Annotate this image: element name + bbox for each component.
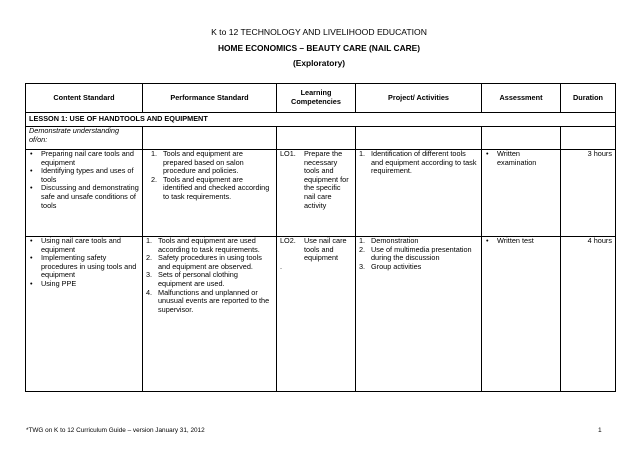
list-item: 2. Safety procedures in using tools and equipment are observed. (146, 253, 262, 271)
duration-cell: 4 hours (561, 237, 616, 392)
list-item: • Preparing nail care tools and equipment (29, 150, 139, 167)
list-item: • Written examination (485, 150, 557, 167)
list-item: 1. Identification of different tools and equipment according to task requirement. (359, 149, 477, 176)
footer-note: *TWG on K to 12 Curriculum Guide – version January 31, 2012 (26, 427, 205, 434)
lo-text: Use nail care tools and equipment (304, 236, 347, 263)
list-item: 1. Tools and equipment are used according to task requirements. (146, 236, 260, 254)
activities-cell (356, 237, 482, 392)
doc-title: K to 12 TECHNOLOGY AND LIVELIHOOD EDUCATION (211, 27, 427, 37)
curriculum-table (25, 83, 616, 392)
list-item: 1. Tools and equipment are prepared based on salon procedure and policies. (151, 149, 244, 176)
column-header-content-standard: Content Standard (26, 84, 143, 113)
table-row (26, 150, 616, 237)
content-standard-cell (26, 150, 143, 237)
list-item: 2. Use of multimedia presentation during the discussion (359, 244, 472, 263)
lo-extra-mark: . (280, 261, 283, 271)
page-number: 1 (598, 427, 602, 434)
list-item: 2. Tools and equipment are identified and checked according to task requirements. (151, 174, 270, 201)
lo-label: LO2. (280, 236, 296, 245)
performance-standard-cell (143, 150, 277, 237)
duration-cell: 3 hours (561, 150, 616, 237)
list-item: 3. Sets of personal clothing equipment are used. (146, 270, 238, 288)
column-header-project-activities: Project/ Activities (356, 84, 482, 113)
assessment-cell (482, 150, 561, 237)
doc-subtitle: HOME ECONOMICS – BEAUTY CARE (NAIL CARE) (217, 43, 421, 53)
assessment-cell (482, 237, 561, 392)
column-header-performance-standard: Performance Standard (143, 84, 277, 113)
list-item: 1. Demonstration (359, 236, 419, 245)
column-header-assessment: Assessment (482, 84, 561, 113)
list-item: • Using PPE (29, 280, 139, 289)
list-item: 3. Group activities (359, 261, 422, 271)
learning-competency-cell (277, 150, 356, 237)
column-header-duration: Duration (561, 84, 616, 113)
list-item: • Identifying types and uses of tools (29, 167, 139, 184)
column-header-learning-competencies: Learning Competencies (277, 84, 356, 113)
list-item: 4. Malfunctions and unplanned or unusual events are reported to the supervisor. (146, 287, 270, 314)
lo-label: LO1. (280, 149, 296, 158)
list-item: • Implementing safety procedures in using tools and equipment (29, 254, 139, 280)
content-intro: Demonstrate understanding of/on: (26, 127, 143, 150)
list-item: • Using nail care tools and equipment (29, 237, 139, 254)
performance-standard-cell (143, 237, 277, 392)
content-standard-cell (26, 237, 143, 392)
doc-subtitle-exploratory: (Exploratory) (292, 58, 346, 68)
lesson-title: LESSON 1: USE OF HANDTOOLS AND EQUIPMENT (26, 113, 616, 127)
learning-competency-cell (277, 237, 356, 392)
list-item: • Written test (485, 237, 557, 246)
list-item: • Discussing and demonstrating safe and unsafe conditions of tools (29, 184, 139, 210)
table-header-row (26, 84, 616, 113)
activities-cell (356, 150, 482, 237)
table-row (26, 237, 616, 392)
lo-text: Prepare the necessary tools and equipment for the specific nail care activity (304, 149, 349, 210)
